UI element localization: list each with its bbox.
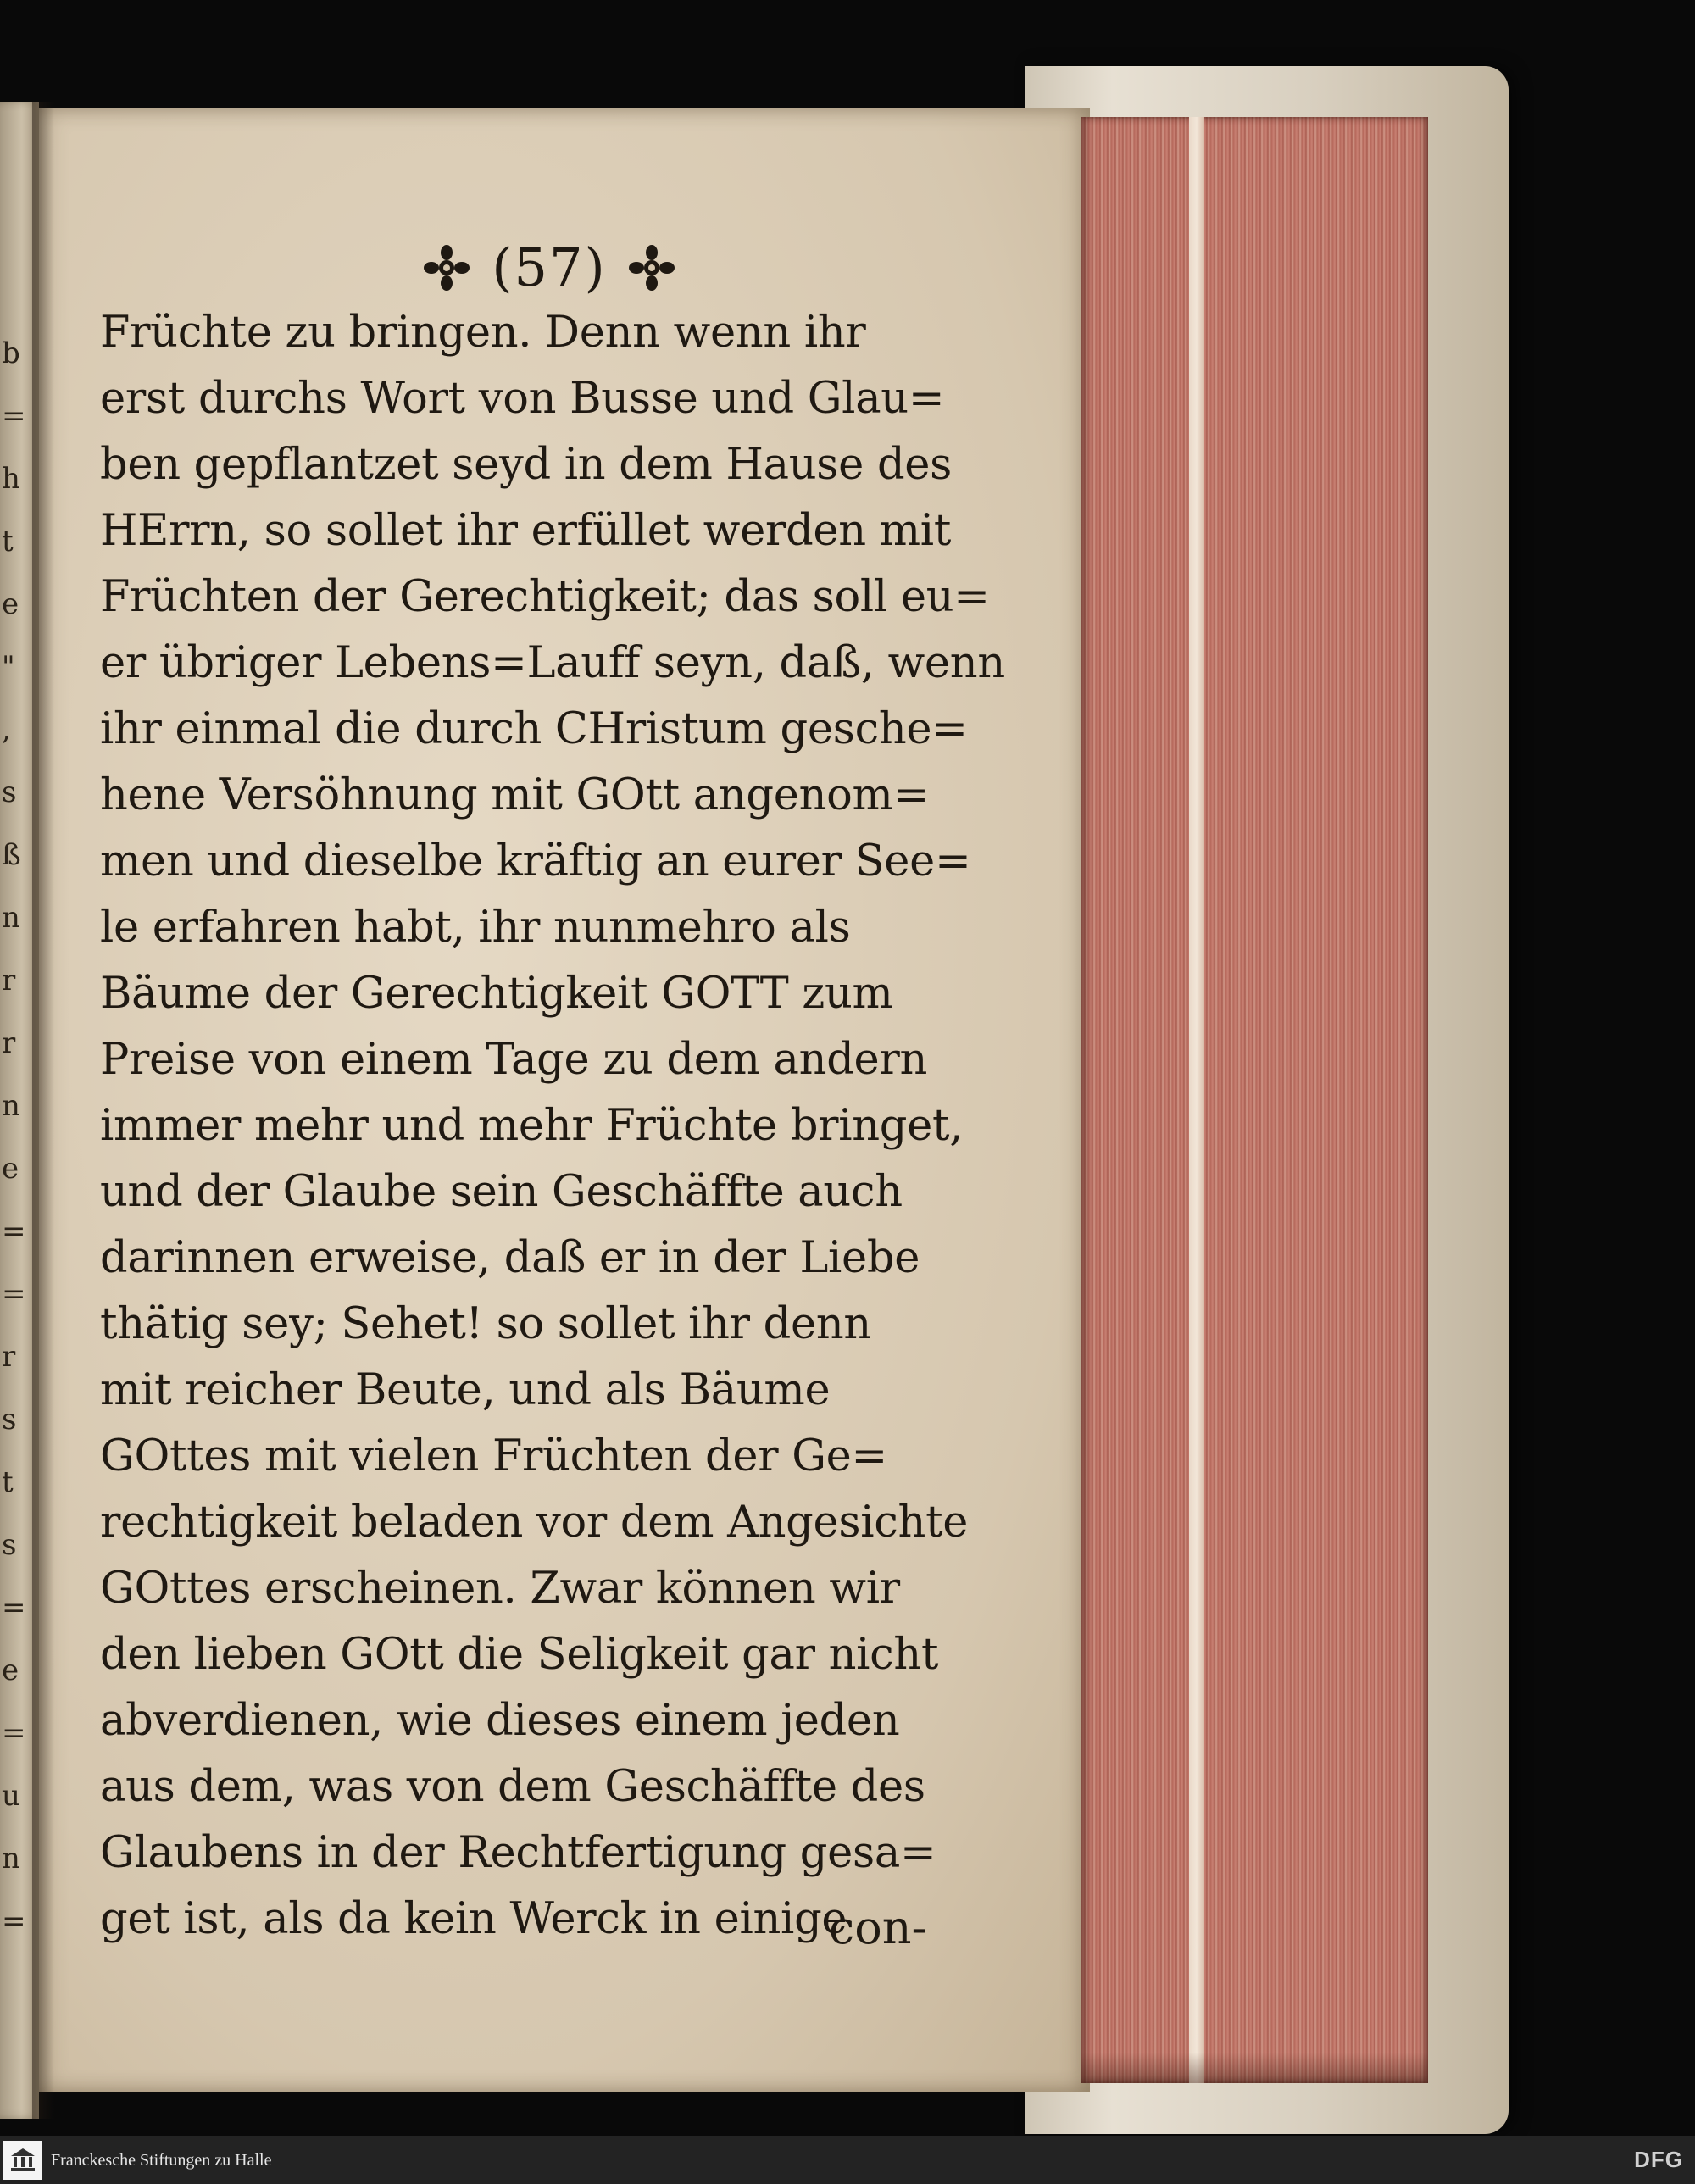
text-line: Bäume der Gerechtigkeit GOTT zum <box>100 969 893 1019</box>
franckesche-stiftungen-logo-icon[interactable] <box>3 2141 42 2180</box>
text-line: rechtigkeit beladen vor dem Angesichte <box>100 1498 969 1548</box>
text-line: er übriger Lebens=Lauff seyn, daß, wenn <box>100 638 1005 688</box>
text-line: Früchte zu bringen. Denn wenn ihr <box>100 308 866 358</box>
text-line: Glaubens in der Rechtfertigung gesa= <box>100 1828 936 1878</box>
text-line: aus dem, was von dem Geschäffte des <box>100 1762 925 1812</box>
footer-institution <box>0 2141 271 2180</box>
text-line: immer mehr und mehr Früchte bringet, <box>100 1101 964 1151</box>
building-icon <box>8 2146 37 2175</box>
institution-name: Franckesche Stiftungen zu Halle <box>51 2150 272 2170</box>
text-line: thätig sey; Sehet! so sollet ihr denn <box>100 1299 871 1349</box>
text-line: erst durchs Wort von Busse und Glau= <box>100 374 945 424</box>
text-line: HErrn, so sollet ihr erfüllet werden mit <box>100 506 952 556</box>
binding-gutter-shadow <box>32 102 54 2119</box>
text-line: get ist, als da kein Werck in einige <box>100 1894 848 1944</box>
running-header <box>354 234 744 302</box>
text-line: hene Versöhnung mit GOtt angenom= <box>100 770 930 820</box>
text-line: men und dieselbe kräftig an eurer See= <box>100 836 971 886</box>
text-line: darinnen erweise, daß er in der Liebe <box>100 1233 920 1283</box>
text-line: ben gepflantzet seyd in dem Hause des <box>100 440 953 490</box>
fleuron-icon <box>424 245 470 291</box>
text-line: GOttes erscheinen. Zwar können wir <box>100 1564 900 1614</box>
text-line: le erfahren habt, ihr nunmehro als <box>100 903 851 953</box>
text-line: Preise von einem Tage zu dem andern <box>100 1035 928 1085</box>
book-page <box>39 108 1090 2092</box>
text-line: abverdienen, wie dieses einem jeden <box>100 1696 900 1746</box>
text-line: mit reicher Beute, und als Bäume <box>100 1365 831 1415</box>
page-number: (57) <box>492 236 607 298</box>
text-line: Früchten der Gerechtigkeit; das soll eu= <box>100 572 990 622</box>
catchword: con- <box>829 1901 927 1954</box>
dfg-logo: DFG <box>1634 2147 1683 2172</box>
footer-bar <box>0 2136 1695 2184</box>
text-line: den lieben GOtt die Seligkeit gar nicht <box>100 1630 939 1680</box>
fleuron-icon <box>629 245 675 291</box>
text-line: GOttes mit vielen Früchten der Ge= <box>100 1431 887 1481</box>
text-line: ihr einmal die durch CHristum gesche= <box>100 704 968 754</box>
previous-page-text-fragments: b = h t e " , s ß n r r n e = = r s t s = e = u n = <box>2 336 26 1938</box>
red-page-edges <box>1081 117 1428 2083</box>
body-text <box>100 300 1005 1953</box>
text-line: und der Glaube sein Geschäffte auch <box>100 1167 903 1217</box>
